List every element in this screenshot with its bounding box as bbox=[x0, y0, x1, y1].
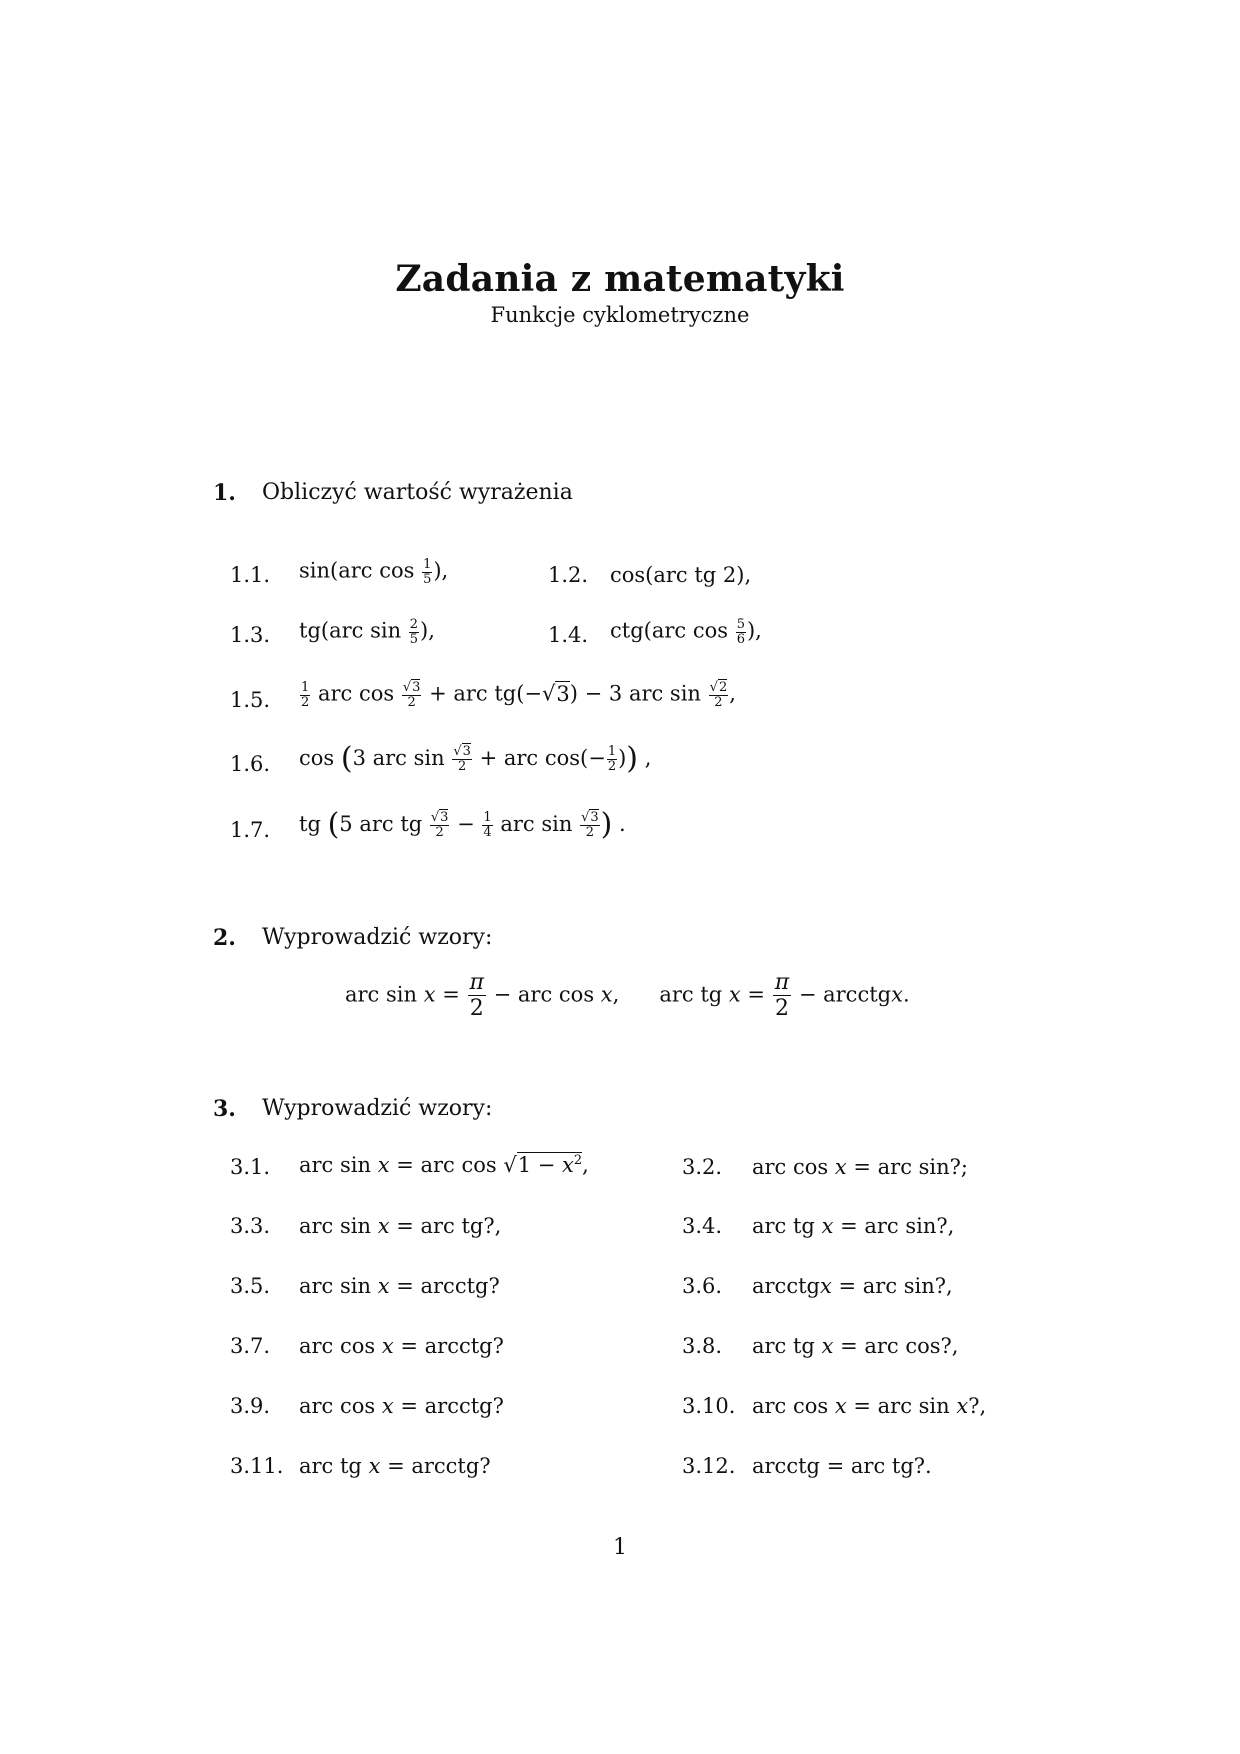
item-1-7-label: 1.7. bbox=[230, 818, 271, 842]
section-2-title: Wyprowadzić wzory: bbox=[262, 925, 493, 950]
section-2-formula: arc sin x = $\frac{\pi}{2}$ − arc cos x, arc tg x = $\frac{\pi}{2}$ − arcctgx. bbox=[345, 970, 910, 1022]
item-3-2-expression: arc cos x = arc sin?; bbox=[752, 1155, 968, 1179]
item-3-6-label: 3.6. bbox=[682, 1274, 723, 1298]
section-3-number: 3. bbox=[213, 1096, 236, 1122]
item-3-8-expression: arc tg x = arc cos?, bbox=[752, 1334, 959, 1358]
item-3-5-label: 3.5. bbox=[230, 1274, 271, 1298]
item-1-1-label: 1.1. bbox=[230, 563, 271, 587]
item-3-10-label: 3.10. bbox=[682, 1394, 736, 1418]
item-3-10-expression: arc cos x = arc sin x?, bbox=[752, 1394, 987, 1418]
section-1-title: Obliczyć wartość wyrażenia bbox=[262, 480, 573, 505]
item-3-1-label: 3.1. bbox=[230, 1155, 271, 1179]
item-3-5-expression: arc sin x = arcctg? bbox=[299, 1274, 500, 1298]
section-2-number: 2. bbox=[213, 925, 236, 951]
page-subtitle: Funkcje cyklometryczne bbox=[490, 303, 750, 327]
item-1-6-expression: cos (3 arc sin $\frac{√3}{2}$ + arc cos(− $\frac{1}{2}$ )) , bbox=[299, 741, 652, 776]
item-3-12-expression: arcctg = arc tg?. bbox=[752, 1454, 932, 1478]
item-3-7-expression: arc cos x = arcctg? bbox=[299, 1334, 504, 1358]
item-3-3-expression: arc sin x = arc tg?, bbox=[299, 1214, 502, 1238]
page-title: Zadania z matematyki bbox=[395, 258, 845, 300]
item-1-2-expression: cos(arc tg 2), bbox=[610, 563, 752, 587]
item-1-7-expression: tg (5 arc tg $\frac{√3}{2}$ − $\frac{1}{4}$ arc sin $\frac{√3}{2}$ ) . bbox=[299, 807, 626, 842]
item-3-4-expression: arc tg x = arc sin?, bbox=[752, 1214, 955, 1238]
item-3-9-label: 3.9. bbox=[230, 1394, 271, 1418]
item-1-4-expression: ctg(arc cos $\frac{5}{6}$ ), bbox=[610, 617, 762, 647]
item-3-11-expression: arc tg x = arcctg? bbox=[299, 1454, 491, 1478]
item-1-5-expression: $\frac{1}{2}$ arc cos $\frac{√3}{2}$ + arc tg(−√3) − 3 arc sin $\frac{√2}{2}$ , bbox=[301, 680, 736, 710]
item-1-5-label: 1.5. bbox=[230, 688, 271, 712]
item-3-11-label: 3.11. bbox=[230, 1454, 284, 1478]
page-number: 1 bbox=[613, 1535, 627, 1560]
item-3-6-expression: arcctgx = arc sin?, bbox=[752, 1274, 953, 1298]
section-1-number: 1. bbox=[213, 480, 236, 506]
item-1-6-label: 1.6. bbox=[230, 752, 271, 776]
item-3-8-label: 3.8. bbox=[682, 1334, 723, 1358]
item-3-7-label: 3.7. bbox=[230, 1334, 271, 1358]
item-3-2-label: 3.2. bbox=[682, 1155, 723, 1179]
item-1-4-label: 1.4. bbox=[548, 623, 589, 647]
item-3-9-expression: arc cos x = arcctg? bbox=[299, 1394, 504, 1418]
section-3-title: Wyprowadzić wzory: bbox=[262, 1096, 493, 1121]
item-1-1-expression: sin(arc cos $\frac{1}{5}$ ), bbox=[299, 557, 449, 587]
item-3-4-label: 3.4. bbox=[682, 1214, 723, 1238]
item-1-3-expression: tg(arc sin $\frac{2}{5}$ ), bbox=[299, 617, 435, 647]
item-3-3-label: 3.3. bbox=[230, 1214, 271, 1238]
item-3-1-expression: arc sin x = arc $\cos √1 - x^2$, bbox=[299, 1153, 589, 1177]
item-1-2-label: 1.2. bbox=[548, 563, 589, 587]
item-3-12-label: 3.12. bbox=[682, 1454, 736, 1478]
item-1-3-label: 1.3. bbox=[230, 623, 271, 647]
